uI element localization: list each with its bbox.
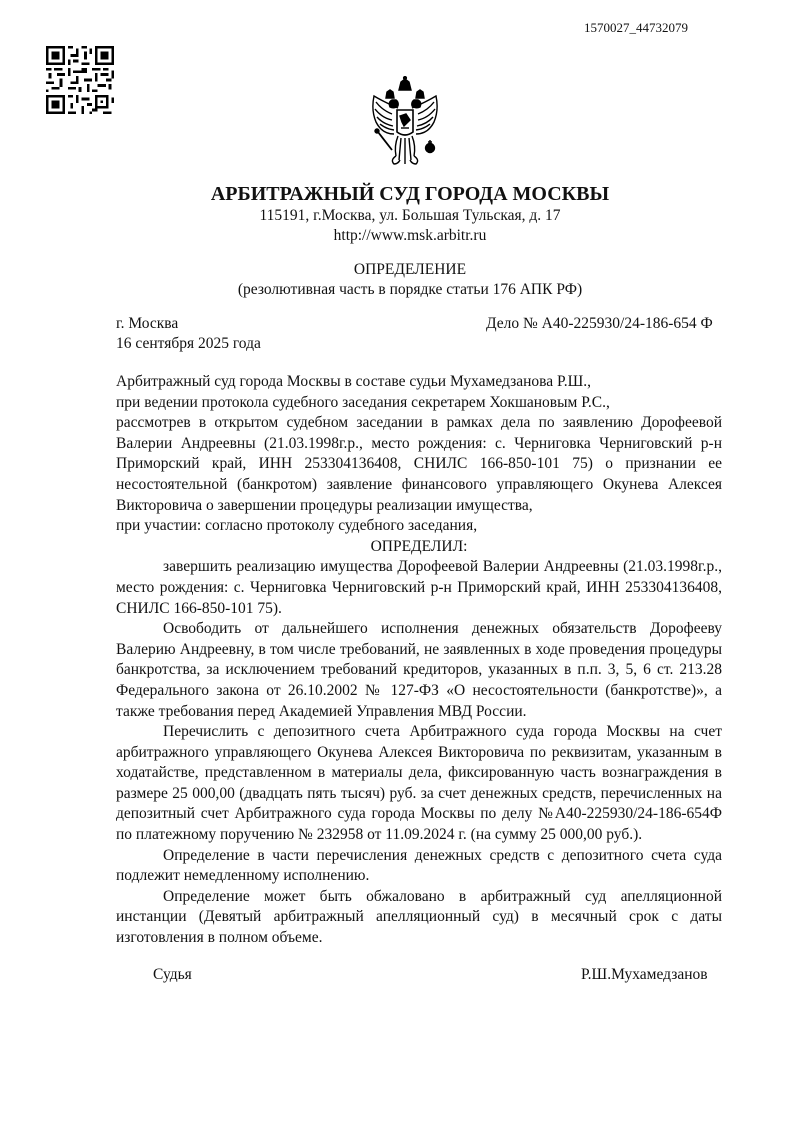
intro-secretary: при ведении протокола судебного заседания секретарем Хокшановым Р.С., xyxy=(116,393,610,411)
intro-judge: Арбитражный суд города Москвы в составе судьи Мухамедзанова Р.Ш., xyxy=(116,373,591,390)
document-number: 1570027_44732079 xyxy=(584,20,688,35)
document-subtitle: (резолютивная часть в порядке статьи 176 АПК РФ) xyxy=(237,281,583,298)
document-type: ОПРЕДЕЛЕНИЕ xyxy=(353,261,467,278)
ruling-paragraph: завершить реализацию имущества Дорофеевой Валерии Андреевны (21.03.1998г.р., место рождения: с. Черниговка Черниговский р-н Приморский край, ИНН 253304136408, СНИЛС 166-850-101 75). xyxy=(116,558,722,617)
case-number: Дело № А40-225930/24-186-654 Ф xyxy=(486,315,713,332)
ruling-paragraph: Определение может быть обжаловано в арбитражный суд апелляционной инстанции (Девятый арбитражный апелляционный суд) в месячный срок с даты изготовления в полном объеме. xyxy=(116,887,722,947)
intro-participants: при участии: согласно протоколу судебного заседания, xyxy=(116,517,478,535)
russian-coat-of-arms-icon xyxy=(368,76,442,172)
city: г. Москва xyxy=(116,315,179,332)
signature-name: Р.Ш.Мухамедзанов xyxy=(581,965,708,983)
date: 16 сентября 2025 года xyxy=(116,335,261,352)
court-website[interactable]: http://www.msk.arbitr.ru xyxy=(333,227,487,244)
emblem-container xyxy=(0,72,800,180)
signature-role: Судья xyxy=(153,965,192,983)
ruling-heading: ОПРЕДЕЛИЛ: xyxy=(370,537,468,555)
document-body xyxy=(116,372,722,949)
document-meta xyxy=(116,314,722,354)
place-date xyxy=(116,314,476,354)
court-name: АРБИТРАЖНЫЙ СУД ГОРОДА МОСКВЫ xyxy=(210,183,610,205)
signature-row xyxy=(0,965,800,989)
intro-paragraph: рассмотрев в открытом судебном заседании в рамках дела по заявлению Дорофеевой Валерии Андреевны (21.03.1998г.р., место рождения: с. Черниговка Черниговский р-н Приморский край, ИНН 253304136408, СНИЛС 166-850-101 75) о признании ее несостоятельной (банкротом) заявление финансового управляющего Окунева Алексея Викторовича о завершении процедуры реализации имущества, xyxy=(116,414,722,514)
ruling-paragraph: Определение в части перечисления денежных средств с депозитного счета суда подлежит немедленному исполнению. xyxy=(116,846,722,885)
qr-code-icon xyxy=(46,46,114,114)
top-bar xyxy=(0,0,800,72)
court-header xyxy=(0,182,800,300)
ruling-paragraph: Перечислить с депозитного счета Арбитражного суда города Москвы на счет арбитражного управляющего Окунева Алексея Викторовича по реквизитам, указанным в ходатайстве, представленном в материалы дела, фиксированную часть вознаграждения в размере 25 000,00 (двадцать пять тысяч) руб. за счет денежных средств, перечисленных на депозитный счет Арбитражного суда города Москвы по делу №А40-225930/24-186-654Ф по платежному поручению № 232958 от 11.09.2024 г. (на сумму 25 000,00 руб.). xyxy=(116,723,722,844)
ruling-paragraph: Освободить от дальнейшего исполнения денежных обязательств Дорофееву Валерию Андреевну, в том числе требований, не заявленных в ходе проведения процедуры банкротства, за исключением требований кредиторов, указанных в п.п. 3, 5, 6 ст. 213.28 Федерального закона от 26.10.2002 № 127-ФЗ «О несостоятельности (банкротстве)», а также требования перед Академией Управления МВД России. xyxy=(116,620,722,720)
spacer xyxy=(20,246,800,260)
court-address: 115191, г.Москва, ул. Большая Тульская, д. 17 xyxy=(259,207,561,224)
